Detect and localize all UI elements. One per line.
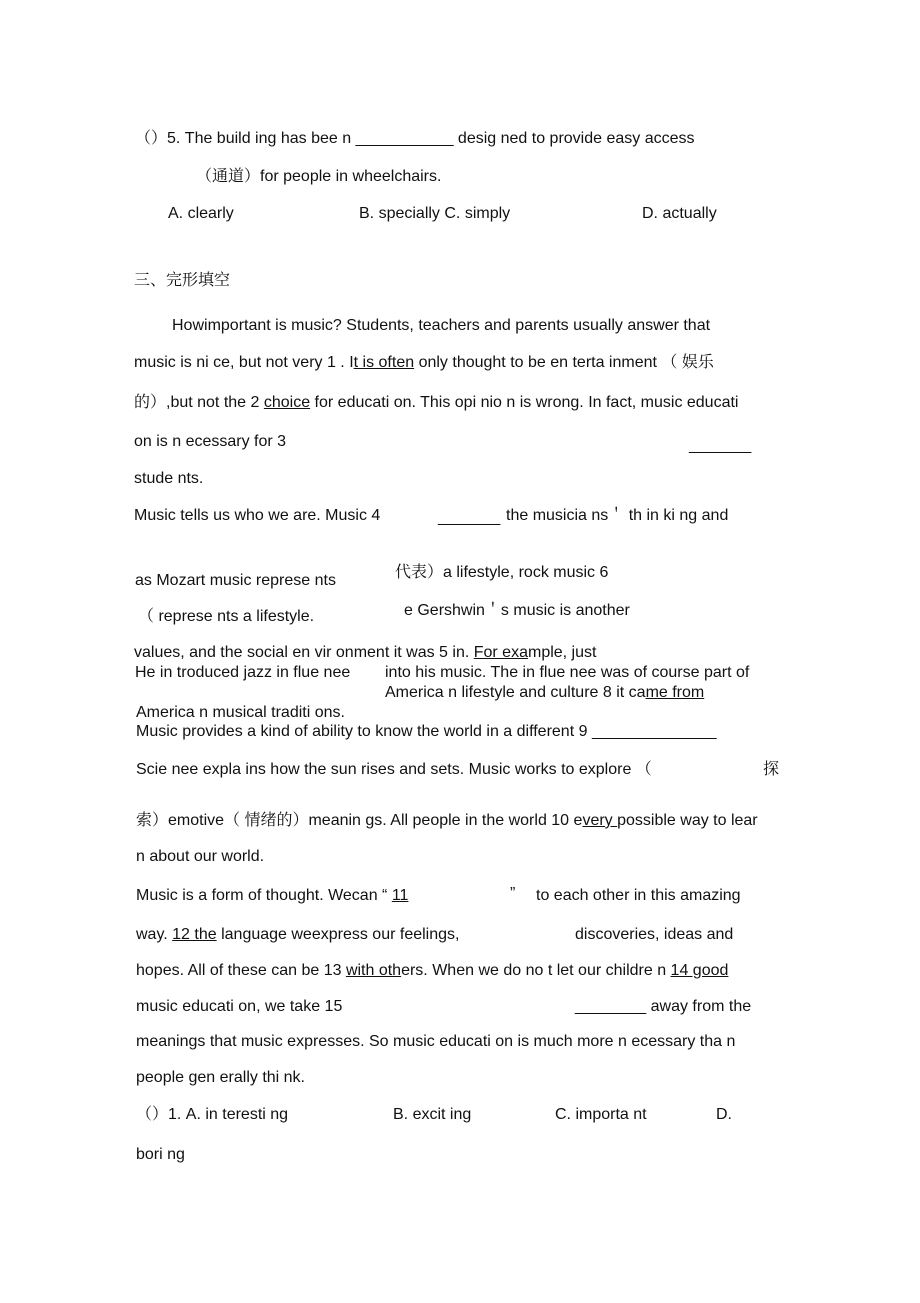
passage-line-6a: Music tells us who we are. Music 4 — [134, 507, 381, 524]
passage-line-11: America n lifestyle and culture 8 it came from — [385, 684, 705, 701]
passage-line-16: n about our world. — [136, 848, 265, 865]
q1-option-d: D. — [716, 1106, 732, 1123]
q1-option-c: C. importa nt — [555, 1106, 647, 1123]
passage-line-3: 的）,but not the 2 choice for educati on. This opi nio n is wrong. In fact, music educati — [134, 394, 739, 411]
q5-option-bc: B. specially C. simply — [359, 205, 511, 222]
q5-prefix: （）5. The build ing has bee n — [135, 130, 356, 147]
passage-line-17a: Music is a form of thought. Wecan “ 11 — [136, 887, 409, 904]
passage-line-7a: 代表）a lifestyle, rock music 6 — [395, 564, 609, 581]
passage-line-9: values, and the social en vir onment it was 5 in. For example, just — [134, 644, 597, 661]
passage-line-20b: ________ away from the — [575, 998, 752, 1015]
passage-line-8a: e Gershwin＇s music is another — [404, 602, 630, 619]
passage-line-21: meanings that music expresses. So music educati on is much more n ecessary tha n — [136, 1033, 736, 1050]
passage-line-17b: ” — [510, 885, 516, 902]
q1-option-a: （）1. A. in teresti ng — [136, 1106, 289, 1123]
q5-option-d: D. actually — [642, 205, 717, 222]
q1-option-b: B. excit ing — [393, 1106, 472, 1123]
blank-3: _______ — [689, 437, 752, 454]
q5-option-a: A. clearly — [168, 205, 234, 222]
passage-line-22: people gen erally thi nk. — [136, 1069, 305, 1086]
passage-line-8b: （ represe nts a lifestyle. — [138, 608, 315, 625]
passage-line-14a: Scie nee expla ins how the sun rises and sets. Music works to explore （ — [136, 761, 652, 778]
passage-line-18a: way. 12 the language weexpress our feelings, — [136, 926, 460, 943]
blank-4: _______ — [438, 509, 501, 526]
q5-line2: （通道）for people in wheelchairs. — [196, 168, 442, 185]
passage-line-13: Music provides a kind of ability to know the world in a different 9 ______________ — [136, 723, 717, 740]
passage-line-20a: music educati on, we take 15 — [136, 998, 343, 1015]
q5-line1 — [135, 129, 695, 149]
passage-line-10b: into his music. The in flue nee was of course part of — [385, 664, 750, 681]
passage-line-4: on is n ecessary for 3 — [134, 433, 287, 450]
passage-line-1: Howimportant is music? Students, teachers and parents usually answer that — [172, 317, 711, 334]
passage-line-12: America n musical traditi ons. — [136, 704, 345, 721]
passage-line-10a: He in troduced jazz in flue nee — [135, 664, 351, 681]
q1-option-d-text: bori ng — [136, 1146, 185, 1163]
passage-line-18c: discoveries, ideas and — [575, 926, 734, 943]
section-title: 三、完形填空 — [134, 272, 231, 289]
passage-line-19: hopes. All of these can be 13 with others. When we do no t let our childre n 14 good — [136, 962, 729, 979]
q5-suffix: desig ned to provide easy access — [453, 130, 695, 147]
q5-blank: ___________ — [355, 130, 454, 147]
passage-line-17c: to each other in this amazing — [536, 887, 741, 904]
passage-line-5: stude nts. — [134, 470, 204, 487]
passage-line-6b: the musicia ns＇ th in ki ng and — [506, 507, 729, 524]
passage-line-2: music is ni ce, but not very 1 . It is often only thought to be en terta inment （ 娱乐 — [134, 354, 714, 371]
passage-line-14b: 探 — [763, 761, 780, 778]
passage-line-7b: as Mozart music represe nts — [135, 572, 336, 589]
passage-line-15: 索）emotive（ 情绪的）meanin gs. All people in the world 10 every possible way to lear — [136, 812, 758, 829]
